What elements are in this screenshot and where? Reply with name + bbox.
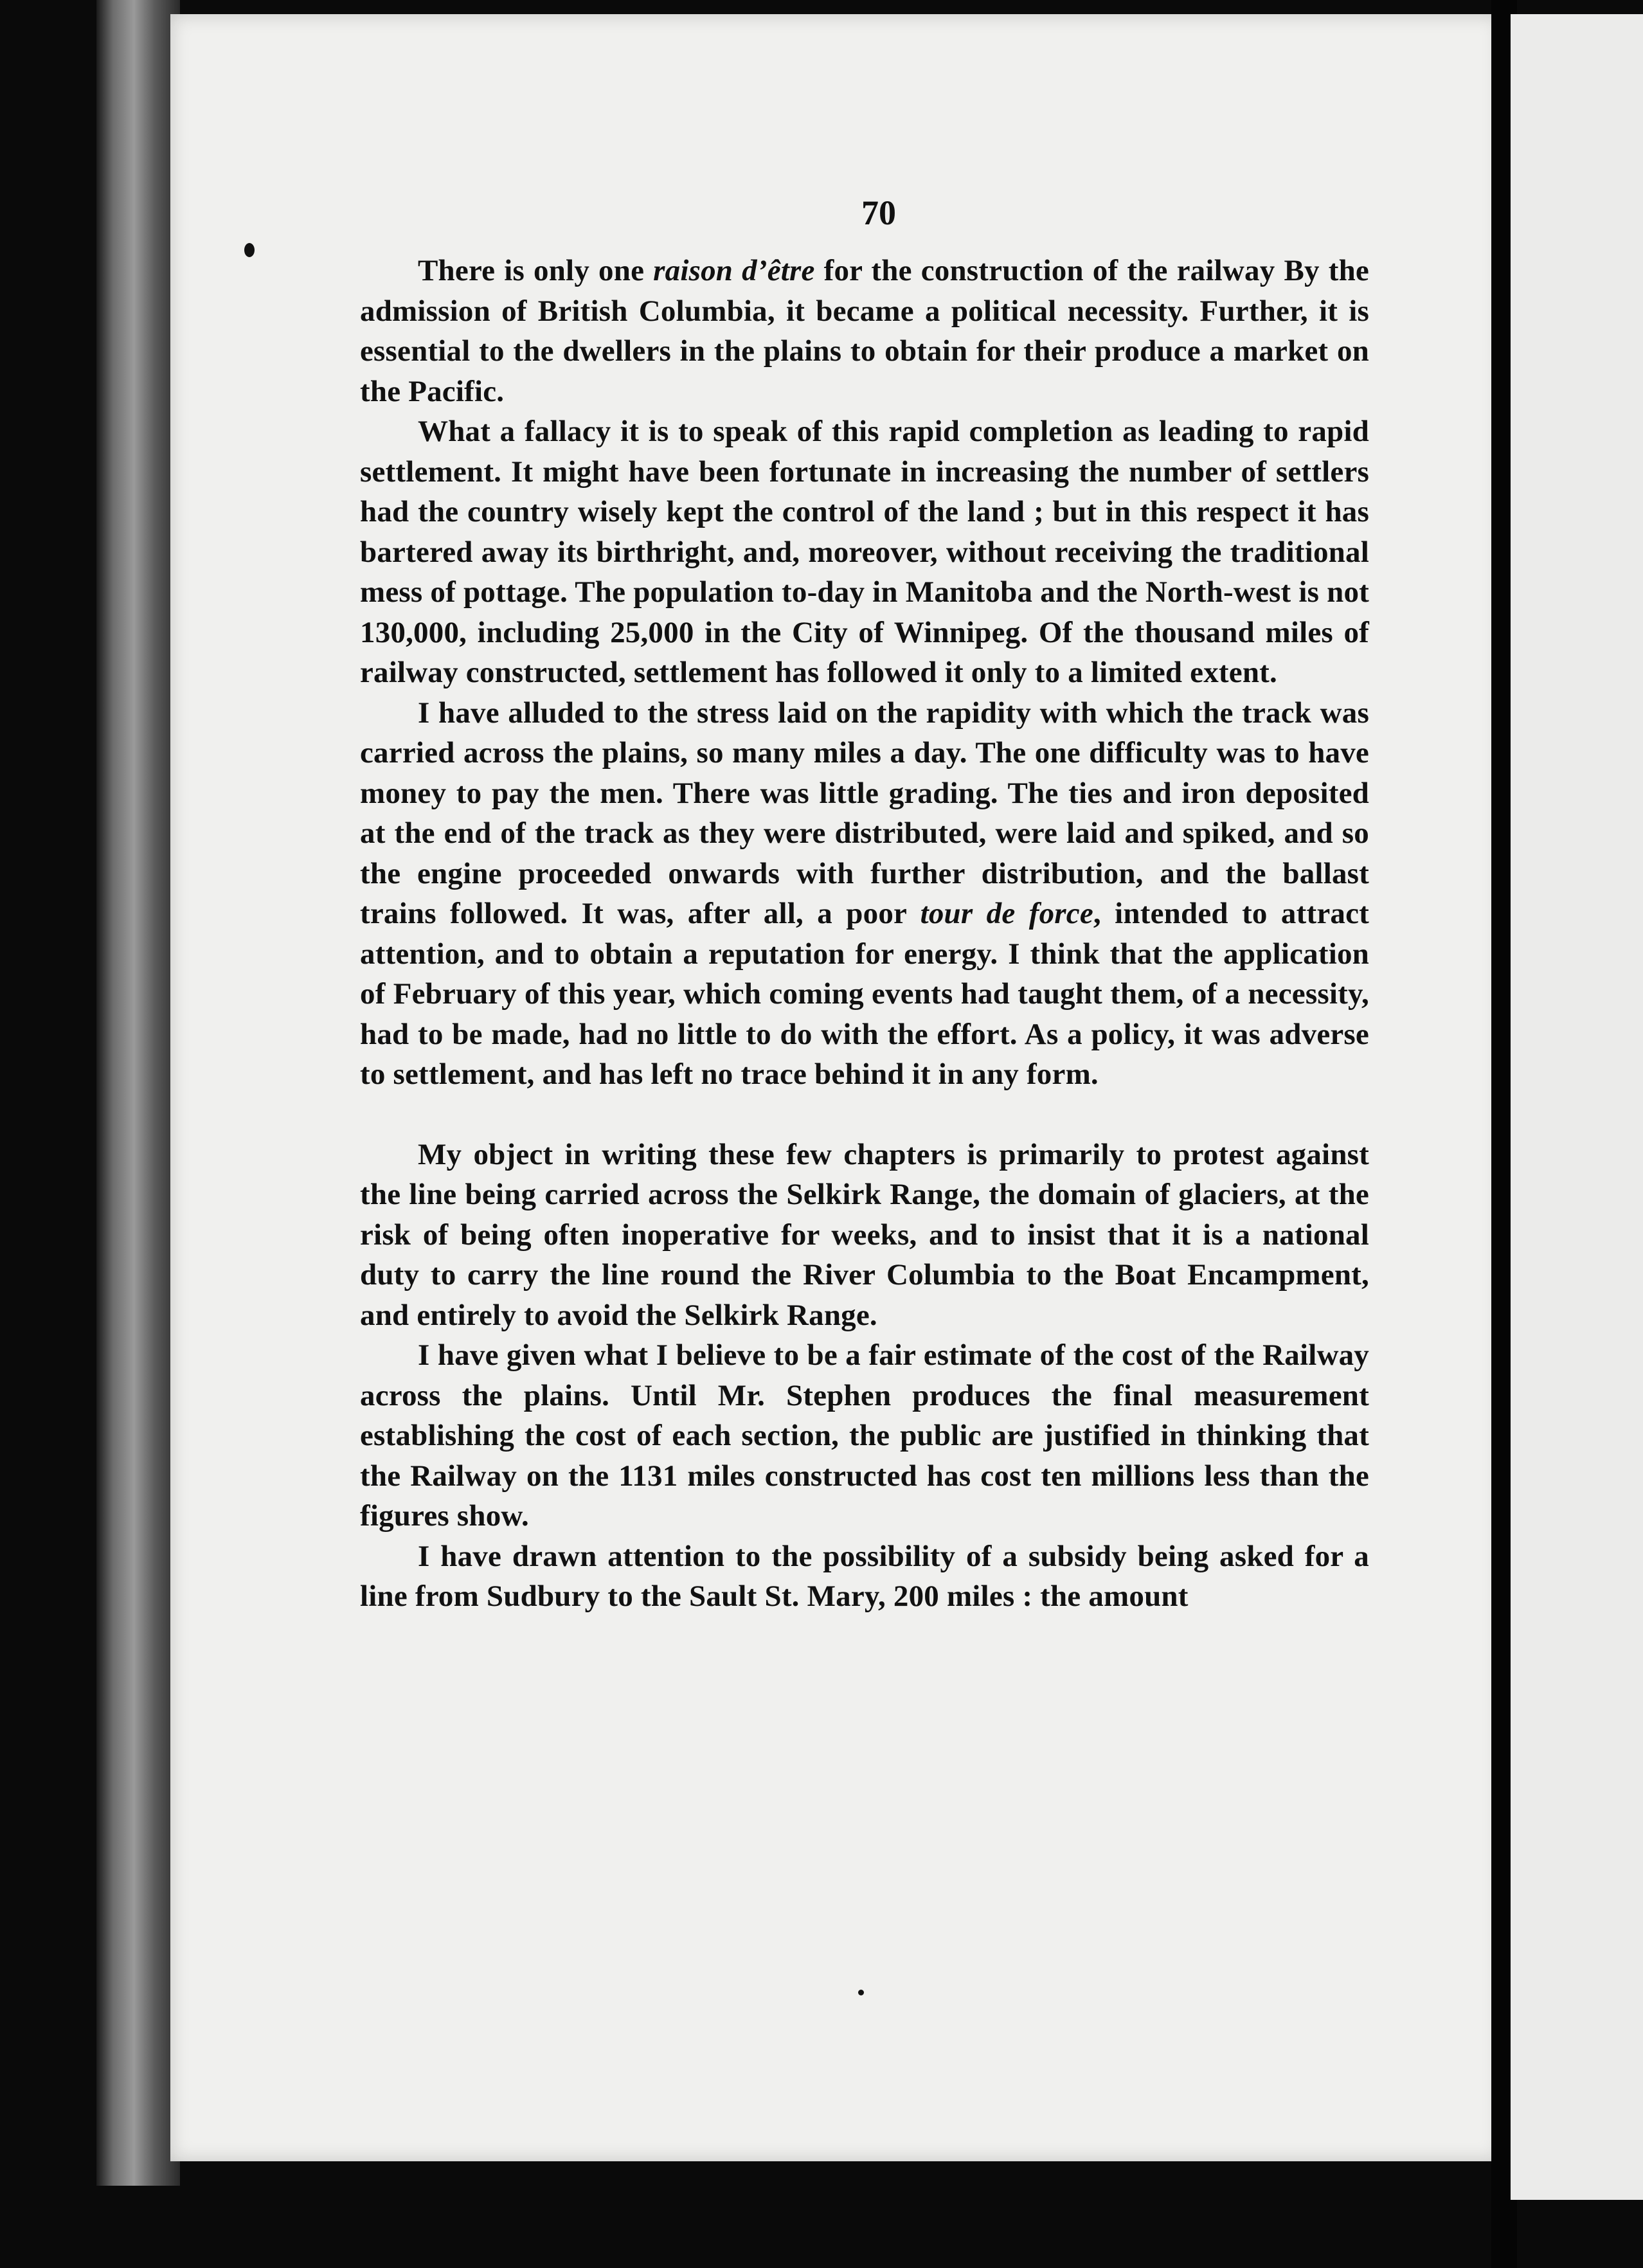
paragraph [360,1135,1369,1336]
page-number: 70 [861,194,896,232]
italic-phrase: raison d’être [653,254,815,287]
paragraph [360,251,1369,411]
text-run: My object in writing these few chapters is primarily to protest against the line being carried across the Selkirk Range, the domain of glaciers, at the risk of being often inoperative for weeks, and to insist that it is a national duty to carry the line round the River Columbia to the Boat Encampment, and entirely to avoid the Selkirk Range. [360,1137,1369,1332]
text-run: I have given what I believe to be a fair estimate of the cost of the Railway across the plains. Until Mr. Stephen produces the final measurement establishing the cost of each section, the public are justified in thinking that the Railway on the 1131 miles constructed has cost ten millions less than the figures show. [360,1338,1369,1533]
facing-page-edge [1511,14,1643,2200]
text-run: I have drawn attention to the possibility of a subsidy being asked for a line from Sudbury to the Sault St. Mary, 200 miles : the amount [360,1539,1369,1613]
text-run: What a fallacy it is to speak of this rapid completion as leading to rapid settlement. It might have been fortunate in increasing the number of settlers had the country wisely kept the control of the land ; but in this respect it has bartered away its birthright, and, moreover, without receiving the traditional mess of pottage. The population to-day in Manitoba and the North-west is not 130,000, including 25,000 in the City of Winnipeg. Of the thousand miles of railway constructed, settlement has followed it only to a limited extent. [360,415,1369,689]
text-run: There is only one [418,254,654,287]
text-run: , intended to attract attention, and to obtain a reputation for energy. I think that the application of February of this year, which coming events had taught them, of a necessity, had to be made, had no little to do with the effort. As a policy, it was adverse to settlement, and has left no trace behind it in any form. [360,897,1369,1091]
ink-speck [858,1990,864,1995]
body-text [360,251,1369,1617]
paragraph [360,1335,1369,1536]
paragraph [360,1536,1369,1617]
paragraph [360,411,1369,693]
paragraph [360,693,1369,1095]
ink-speck [244,243,255,257]
text-run: I have alluded to the stress laid on the rapidity with which the track was carried across the plains, so many miles a day. The one difficulty was to have money to pay the men. There was little grading. The ties and iron deposited at the end of the track as they were distributed, were laid and spiked, and so the engine proceeded onwards with further distribution, and the ballast trains followed. It was, after all, a poor [360,696,1369,930]
book-edge [96,0,180,2186]
text-run: for the construction of the railway By the admission of British Columbia, it became a political necessity. Further, it is essential to the dwellers in the plains to obtain for their produce a market on the Pacific. [360,254,1369,408]
italic-phrase: tour de force [920,897,1093,930]
